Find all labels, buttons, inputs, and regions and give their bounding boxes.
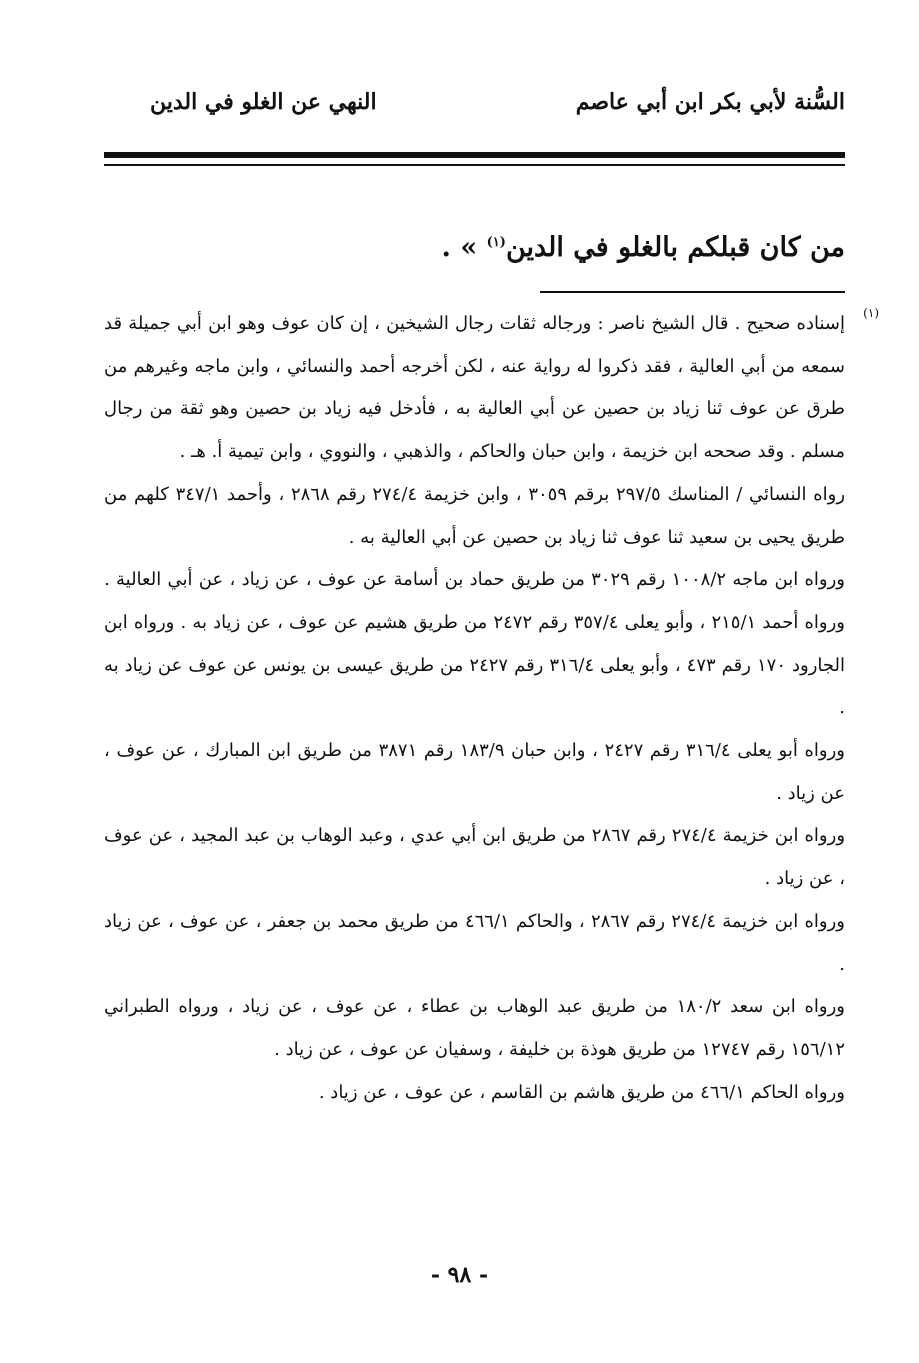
footnote-paragraph: ورواه الحاكم ٤٦٦/١ من طريق هاشم بن القاسم ، عن عوف ، عن زياد . [318, 1081, 845, 1103]
footnote-paragraph: ورواه ابن سعد ١٨٠/٢ من طريق عبد الوهاب بن عطاء ، عن عوف ، عن زياد ، ورواه الطبراني ١٥٦/١٢ رقم ١٢٧٤٧ من طريق هوذة بن خليفة ، وسفيان عن عوف ، عن زياد . [104, 996, 845, 1060]
footnote-paragraph: رواه النسائي / المناسك ٢٩٧/٥ برقم ٣٠٥٩ ، وابن خزيمة ٢٧٤/٤ رقم ٢٨٦٨ ، وأحمد ٣٤٧/١ كلهم من طريق يحيى بن سعيد ثنا عوف ثنا زياد بن حصين عن أبي العالية به . [104, 483, 846, 548]
main-text-tail: » . [441, 232, 478, 263]
footnote-separator [540, 291, 845, 293]
footnote-paragraph: ورواه أبو يعلى ٣١٦/٤ رقم ٢٤٢٧ ، وابن حبان ١٨٣/٩ رقم ٣٨٧١ من طريق ابن المبارك ، عن عوف ، عن زياد . [104, 740, 845, 804]
footnote-paragraph: ورواه ابن ماجه ١٠٠٨/٢ رقم ٣٠٢٩ من طريق حماد بن أسامة عن عوف ، عن زياد ، عن أبي العالية . ورواه أحمد ٢١٥/١ ، وأبو يعلى ٣٥٧/٤ رقم ٢٤٧٢ من طريق هشيم عن عوف ، عن زياد به . ورواه ابن الجارود ١٧٠ رقم ٤٧٣ ، وأبو يعلى ٣١٦/٤ رقم ٢٤٢٧ من طريق عيسى بن يونس عن عوف عن زياد به . [104, 569, 846, 719]
footnote-block [104, 303, 879, 1114]
footnote-marker: (١) [863, 306, 879, 320]
section-title: النهي عن الغلو في الدين [150, 89, 377, 115]
page-number: - ٩٨ - [430, 1262, 489, 1288]
footnote-paragraph: إسناده صحيح . قال الشيخ ناصر : ورجاله ثقات رجال الشيخين ، إن كان عوف وهو ابن أبي جميلة قد سمعه من أبي العالية ، فقد ذكروا له رواية عنه ، لكن أخرجه أحمد والنسائي ، وابن ماجه وغيرهم من طرق عن عوف ثنا زياد بن حصين عن أبي العالية به ، فأدخل فيه زياد بن حصين وهو ثقة من رجال مسلم . وقد صححه ابن خزيمة ، وابن حبان والحاكم ، والذهبي ، والنووي ، وابن تيمية أ. هـ . [104, 313, 845, 463]
book-title: السُّنة لأبي بكر ابن أبي عاصم [575, 89, 845, 115]
header-rule-thin [104, 164, 845, 166]
main-text [104, 218, 845, 273]
header-rule-thick [104, 152, 845, 158]
footnote-paragraph: ورواه ابن خزيمة ٢٧٤/٤ رقم ٢٨٦٧ من طريق ابن أبي عدي ، وعبد الوهاب بن عبد المجيد ، عن عوف ، عن زياد . [104, 825, 846, 890]
running-header [150, 82, 845, 122]
main-text-line: من كان قبلكم بالغلو في الدين [505, 232, 845, 263]
footnote-paragraph: ورواه ابن خزيمة ٢٧٤/٤ رقم ٢٨٦٧ ، والحاكم ٤٦٦/١ من طريق محمد بن جعفر ، عن عوف ، عن زياد . [104, 910, 845, 975]
footnote-reference[interactable]: (١) [486, 235, 506, 250]
